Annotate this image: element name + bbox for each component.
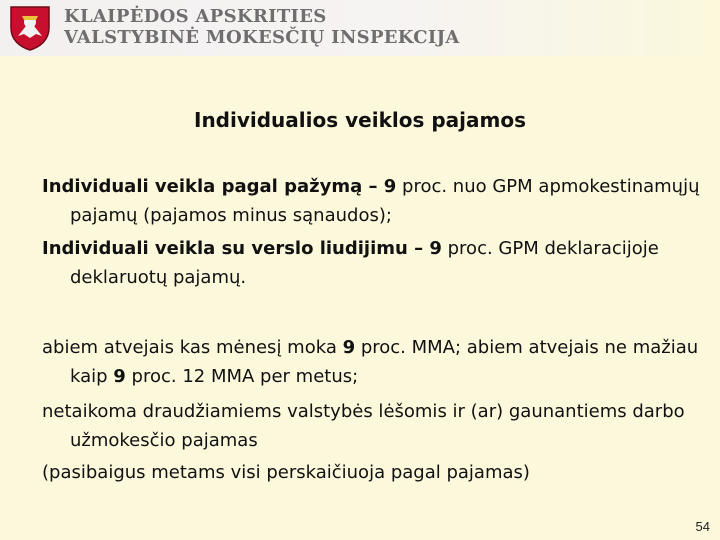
paragraph-bold-number: 9 — [113, 366, 126, 387]
paragraph-text: abiem atvejais kas mėnesį moka — [42, 337, 343, 358]
header-banner — [0, 0, 720, 56]
paragraph-text: proc. GPM deklaracijoje deklaruotų pajamų. — [70, 238, 659, 288]
paragraph-bold-lead: Individuali veikla pagal pažymą – 9 — [42, 176, 397, 197]
paragraph-text: proc. MMA; abiem atvejais ne mažiau kaip — [70, 337, 699, 387]
paragraph-bold-lead: Individuali veikla su verslo liudijimu – 9 — [42, 238, 442, 259]
org-name-line1: KLAIPĖDOS APSKRITIES — [64, 6, 327, 27]
page-title: Individualios veiklos pajamos — [194, 108, 526, 132]
org-name-line2: VALSTYBINĖ MOKESČIŲ INSPEKCIJA — [64, 27, 460, 48]
paragraph-text: netaikoma draudžiamiems valstybės lėšomis ir (ar) gaunantiems darbo užmokesčio pajamas — [42, 401, 685, 451]
paragraph-monthly-contribution — [42, 333, 720, 391]
page-number: 54 — [695, 519, 710, 534]
paragraph-bold-number: 9 — [342, 337, 356, 358]
paragraph-text: proc. nuo GPM apmokestinamųjų pajamų (pajamos minus sąnaudos); — [70, 176, 700, 226]
coat-of-arms-icon — [8, 4, 52, 52]
paragraph-text: (pasibaigus metams visi perskaičiuoja pagal pajamas) — [42, 462, 530, 483]
paragraph-year-end-note — [42, 458, 720, 487]
paragraph-exemption — [42, 397, 720, 455]
paragraph-business-license-activity — [42, 234, 720, 292]
paragraph-text: proc. 12 MMA per metus; — [125, 366, 359, 387]
paragraph-certificate-activity — [42, 172, 720, 230]
